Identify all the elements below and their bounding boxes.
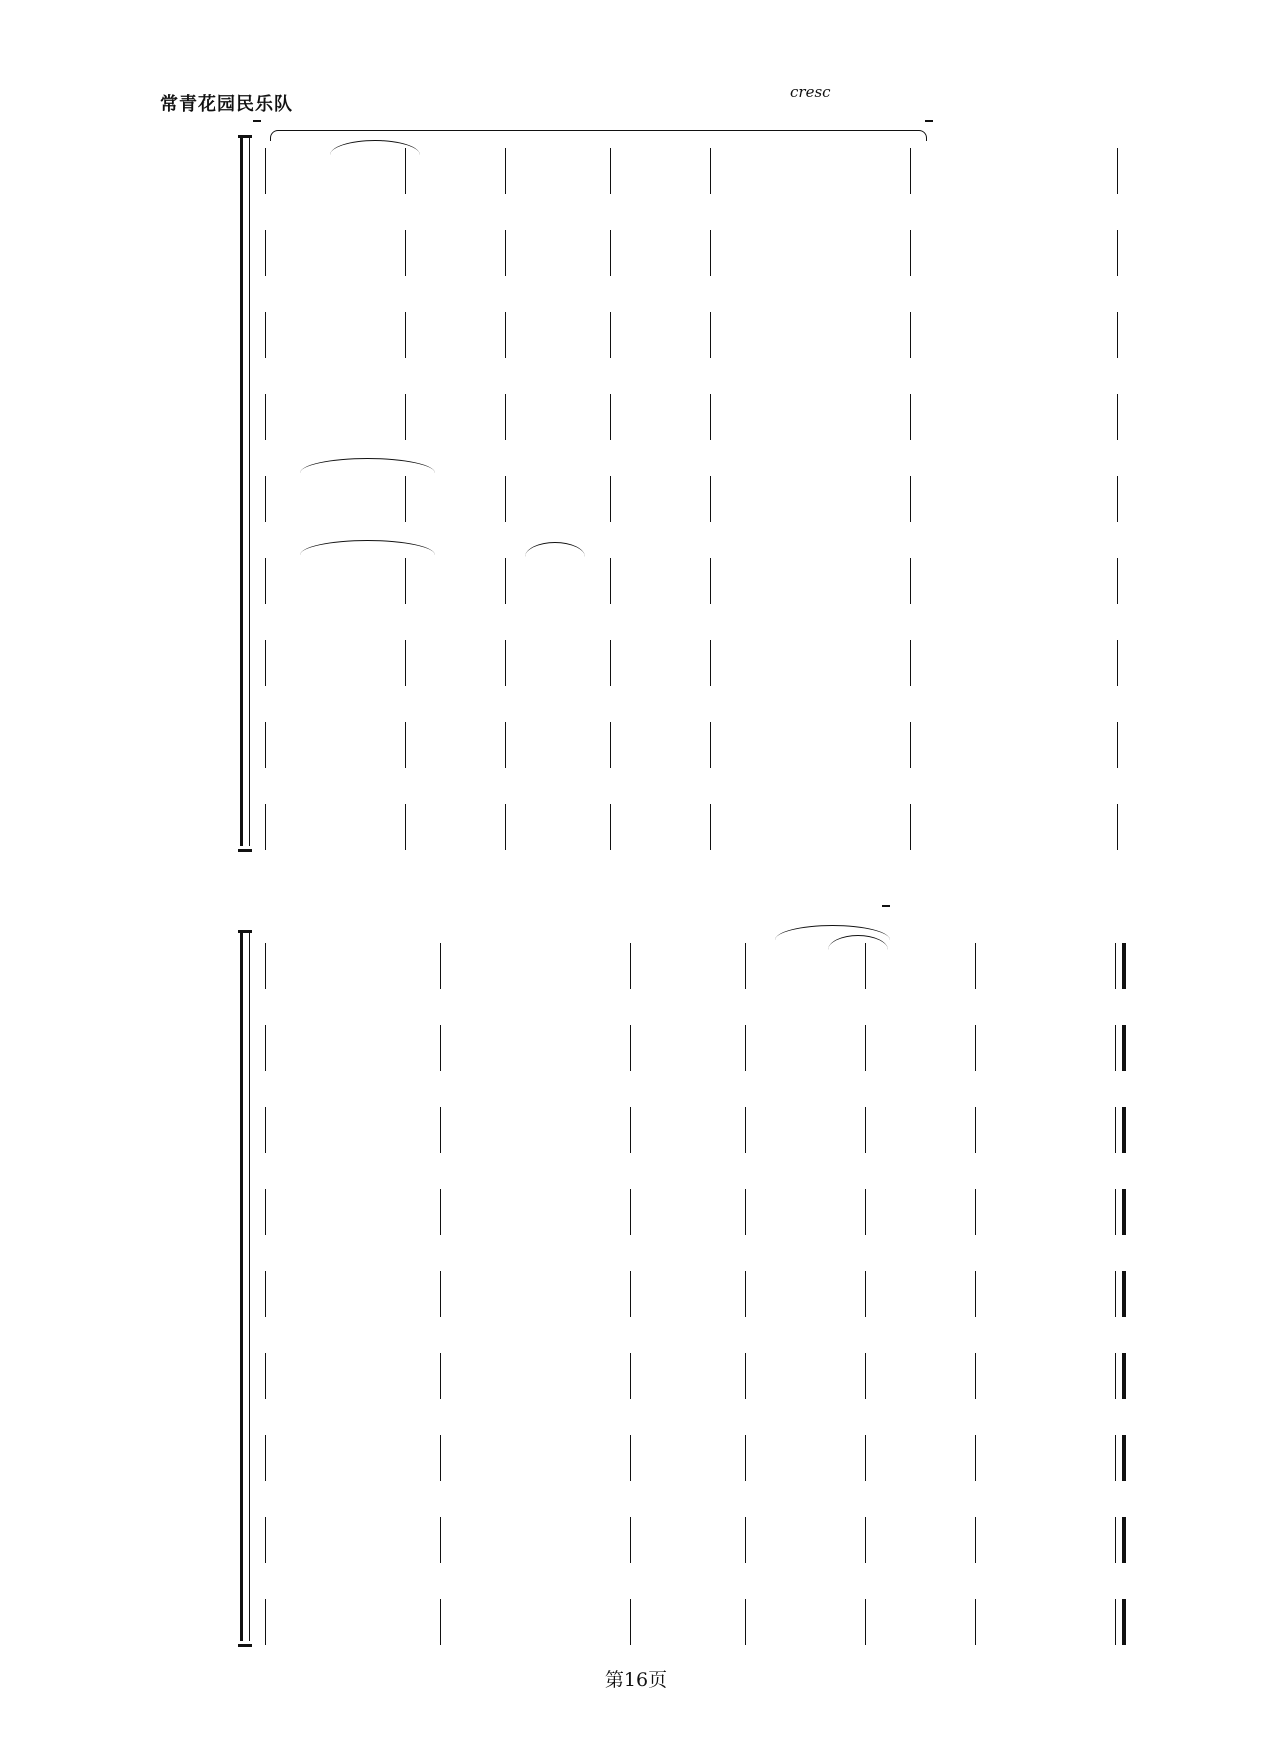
barline (1117, 230, 1118, 276)
barline (265, 1025, 266, 1071)
barline (865, 1599, 866, 1645)
final-barline (1115, 943, 1126, 989)
barline (910, 394, 911, 440)
barline (630, 1599, 631, 1645)
barline (610, 558, 611, 604)
barline (265, 558, 266, 604)
barline (865, 1189, 866, 1235)
barline (440, 1435, 441, 1481)
barline (505, 394, 506, 440)
barline (610, 230, 611, 276)
barline (630, 1189, 631, 1235)
barline (440, 1517, 441, 1563)
slur (300, 540, 435, 555)
barline (910, 312, 911, 358)
barline (975, 1517, 976, 1563)
slur (300, 458, 435, 473)
barline (975, 1271, 976, 1317)
barline (710, 640, 711, 686)
barline (440, 1271, 441, 1317)
barline (745, 1107, 746, 1153)
barline (610, 312, 611, 358)
barline (265, 476, 266, 522)
barline (265, 148, 266, 194)
barline (405, 312, 406, 358)
barline (610, 640, 611, 686)
barline (865, 1107, 866, 1153)
barline (910, 804, 911, 850)
barline (1117, 722, 1118, 768)
band-name: 常青花园民乐队 (160, 94, 293, 115)
brace-bottom (238, 843, 252, 852)
barline (505, 148, 506, 194)
brace-top (238, 930, 252, 939)
barline (975, 1189, 976, 1235)
barline (1117, 804, 1118, 850)
barline (405, 476, 406, 522)
barline (630, 1353, 631, 1399)
barline (440, 943, 441, 989)
barline (265, 1189, 266, 1235)
barline (265, 1435, 266, 1481)
final-barline (1115, 1517, 1126, 1563)
barline (265, 640, 266, 686)
barline (710, 722, 711, 768)
barline (910, 230, 911, 276)
barline (630, 1271, 631, 1317)
barline (1117, 394, 1118, 440)
barline (975, 1435, 976, 1481)
barline (710, 476, 711, 522)
barline (405, 394, 406, 440)
system-brace (240, 138, 250, 846)
barline (1117, 148, 1118, 194)
barline (910, 148, 911, 194)
barline (745, 1353, 746, 1399)
rehearsal-mark (925, 120, 933, 122)
barline (505, 312, 506, 358)
barline (975, 1353, 976, 1399)
barline (505, 558, 506, 604)
barline (610, 722, 611, 768)
barline (745, 1599, 746, 1645)
barline (745, 943, 746, 989)
barline (265, 230, 266, 276)
barline (630, 1517, 631, 1563)
final-barline (1115, 1025, 1126, 1071)
barline (630, 1107, 631, 1153)
barline (440, 1353, 441, 1399)
barline (1117, 640, 1118, 686)
barline (910, 722, 911, 768)
barline (505, 476, 506, 522)
final-barline (1115, 1435, 1126, 1481)
barline (265, 1353, 266, 1399)
barline (630, 1025, 631, 1071)
barline (910, 558, 911, 604)
barline (865, 1025, 866, 1071)
barline (865, 1517, 866, 1563)
barline (710, 230, 711, 276)
barline (505, 804, 506, 850)
barline (910, 640, 911, 686)
barline (910, 476, 911, 522)
barline (745, 1517, 746, 1563)
barline (865, 1271, 866, 1317)
barline (405, 804, 406, 850)
barline (975, 1599, 976, 1645)
barline (630, 943, 631, 989)
barline (405, 722, 406, 768)
barline (265, 1517, 266, 1563)
barline (630, 1435, 631, 1481)
barline (265, 1599, 266, 1645)
system-brace (240, 933, 250, 1641)
rehearsal-mark (882, 905, 890, 907)
barline (610, 148, 611, 194)
barline (440, 1599, 441, 1645)
barline (440, 1107, 441, 1153)
barline (265, 1271, 266, 1317)
final-barline (1115, 1107, 1126, 1153)
page-number: 第16页 (604, 1669, 668, 1691)
barline (975, 1025, 976, 1071)
barline (975, 943, 976, 989)
barline (710, 312, 711, 358)
barline (440, 1189, 441, 1235)
header-cresc: cresc (790, 83, 831, 101)
barline (505, 640, 506, 686)
barline (405, 558, 406, 604)
barline (265, 394, 266, 440)
barline (505, 722, 506, 768)
barline (710, 804, 711, 850)
barline (745, 1025, 746, 1071)
slur (525, 542, 585, 557)
barline (745, 1271, 746, 1317)
barline (1117, 558, 1118, 604)
barline (745, 1435, 746, 1481)
barline (265, 312, 266, 358)
rehearsal-mark (253, 120, 261, 122)
brace-top (238, 135, 252, 144)
final-barline (1115, 1189, 1126, 1235)
final-barline (1115, 1271, 1126, 1317)
barline (710, 148, 711, 194)
barline (265, 943, 266, 989)
slur (330, 140, 420, 155)
final-barline (1115, 1353, 1126, 1399)
barline (610, 476, 611, 522)
barline (710, 394, 711, 440)
barline (610, 804, 611, 850)
score-system-2 (0, 905, 1272, 1650)
barline (440, 1025, 441, 1071)
brace-bottom (238, 1638, 252, 1647)
barline (405, 230, 406, 276)
barline (1117, 312, 1118, 358)
barline (865, 1435, 866, 1481)
barline (745, 1189, 746, 1235)
barline (1117, 476, 1118, 522)
final-barline (1115, 1599, 1126, 1645)
barline (865, 1353, 866, 1399)
barline (610, 394, 611, 440)
barline (265, 804, 266, 850)
barline (710, 558, 711, 604)
score-system-1 (0, 120, 1272, 860)
barline (265, 722, 266, 768)
barline (975, 1107, 976, 1153)
barline (265, 1107, 266, 1153)
barline (505, 230, 506, 276)
barline (405, 640, 406, 686)
